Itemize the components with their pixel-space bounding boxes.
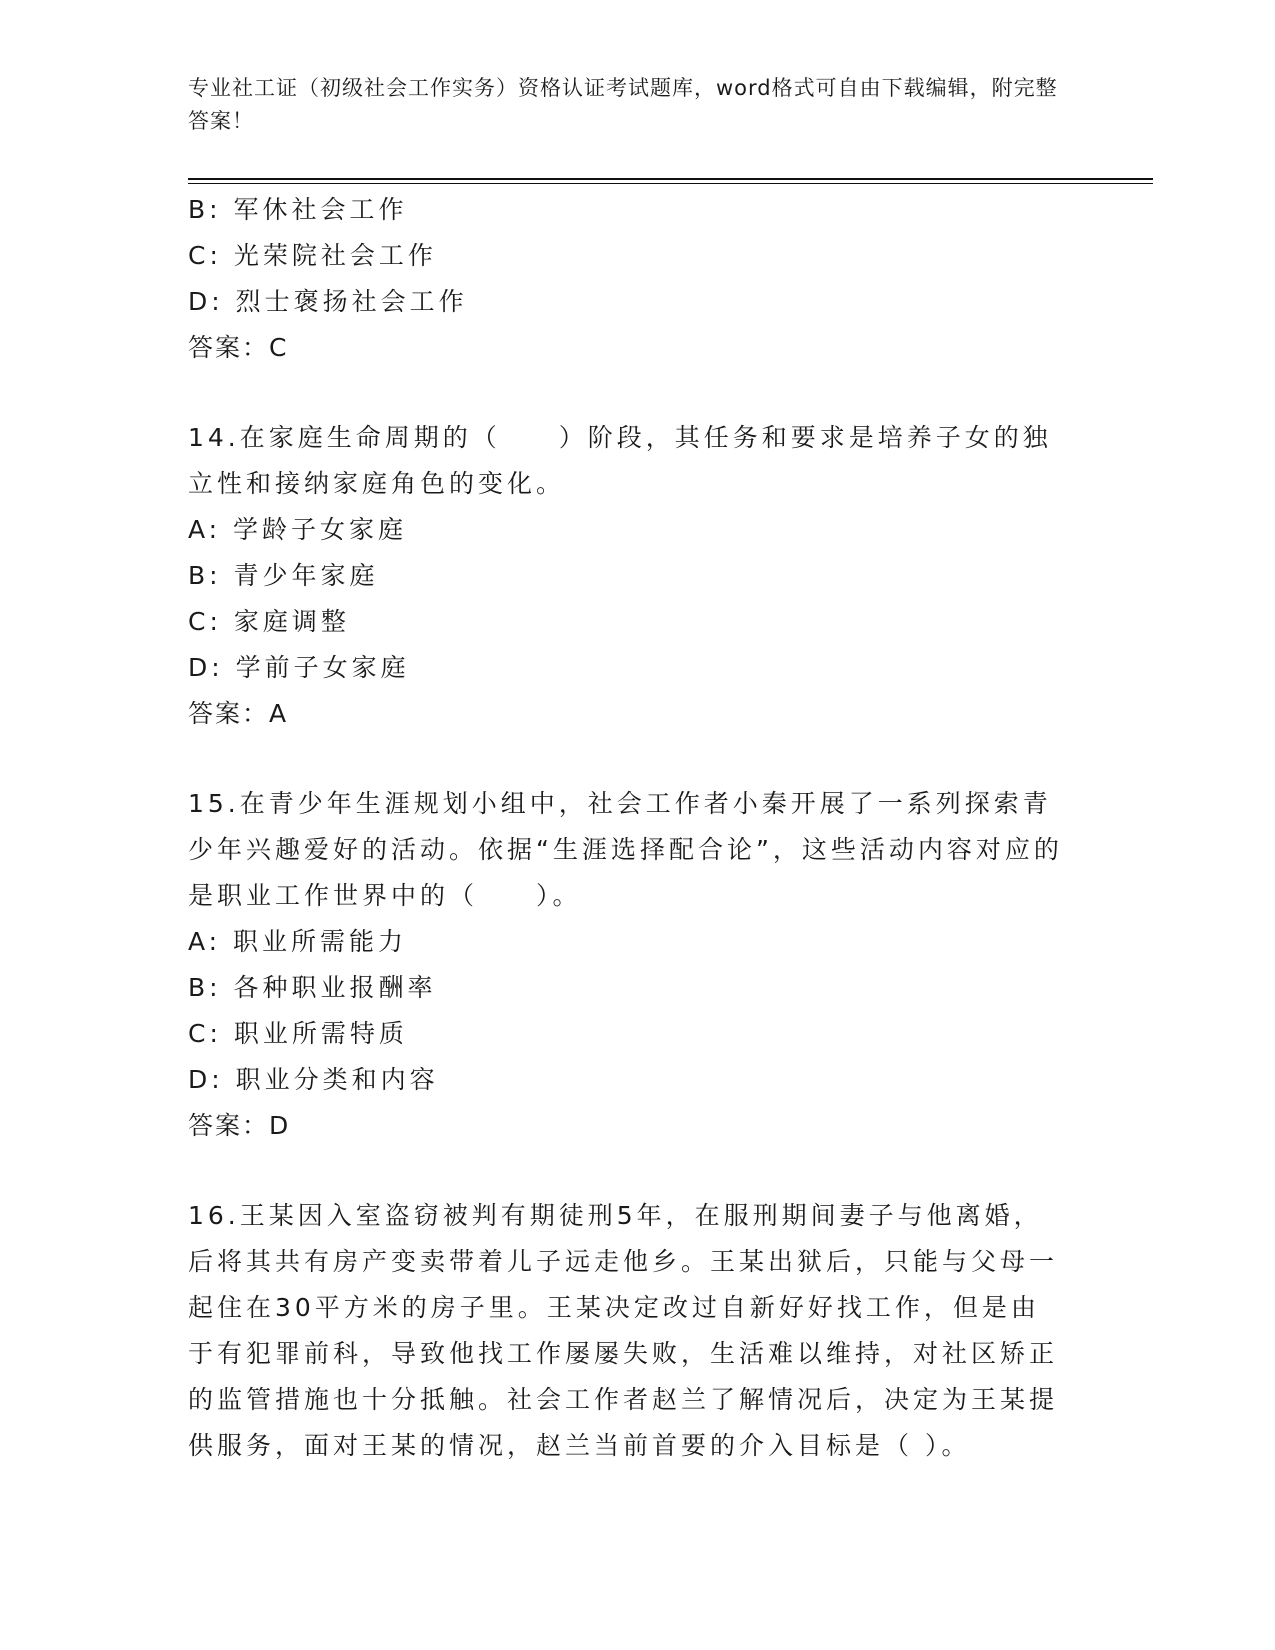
answer-line: 答案：D [188,1111,291,1140]
option-c: C: 职业所需特质 [188,1019,408,1048]
option-c: C: 家庭调整 [188,607,350,636]
option-d: D: 烈士褒扬社会工作 [188,287,468,316]
question-stem: 14.在家庭生命周期的（ ）阶段，其任务和要求是培养子女的独立性和接纳家庭角色的变化。 [188,423,1052,498]
question-stem: 16.王某因入室盗窃被判有期徒刑5年，在服刑期间妻子与他离婚，后将其共有房产变卖带着儿子远走他乡。王某出狱后，只能与父母一起住在30平方米的房子里。王某决定改过自新好好找工作，但是由于有犯罪前科，导致他找工作屡屡失败，生活难以维持，对社区矫正的监管措施也十分抵触。社会工作者赵兰了解情况后，决定为王某提供服务，面对王某的情况，赵兰当前首要的介入目标是（ ）。 [188,1201,1059,1460]
answer-line: 答案：C [188,333,289,362]
question-stem: 15.在青少年生涯规划小组中，社会工作者小秦开展了一系列探索青少年兴趣爱好的活动。依据“生涯选择配合论”，这些活动内容对应的是职业工作世界中的（ ）。 [188,789,1063,910]
option-d: D: 学前子女家庭 [188,653,410,682]
question-13-tail [188,187,1068,371]
header-divider [188,178,1153,180]
question-16 [188,1193,1068,1469]
option-d: D: 职业分类和内容 [188,1065,439,1094]
question-14 [188,415,1068,737]
option-a: A: 学龄子女家庭 [188,515,408,544]
answer-line: 答案：A [188,699,289,728]
question-15 [188,781,1068,1149]
page-header: 专业社工证（初级社会工作实务）资格认证考试题库，word格式可自由下载编辑，附完整答案！ [188,76,1058,133]
option-b: B: 军休社会工作 [188,195,408,224]
option-b: B: 各种职业报酬率 [188,973,437,1002]
option-b: B: 青少年家庭 [188,561,379,590]
header-divider-thin [188,183,1153,184]
option-c: C: 光荣院社会工作 [188,241,437,270]
option-a: A: 职业所需能力 [188,927,408,956]
question-list [188,187,1068,1469]
